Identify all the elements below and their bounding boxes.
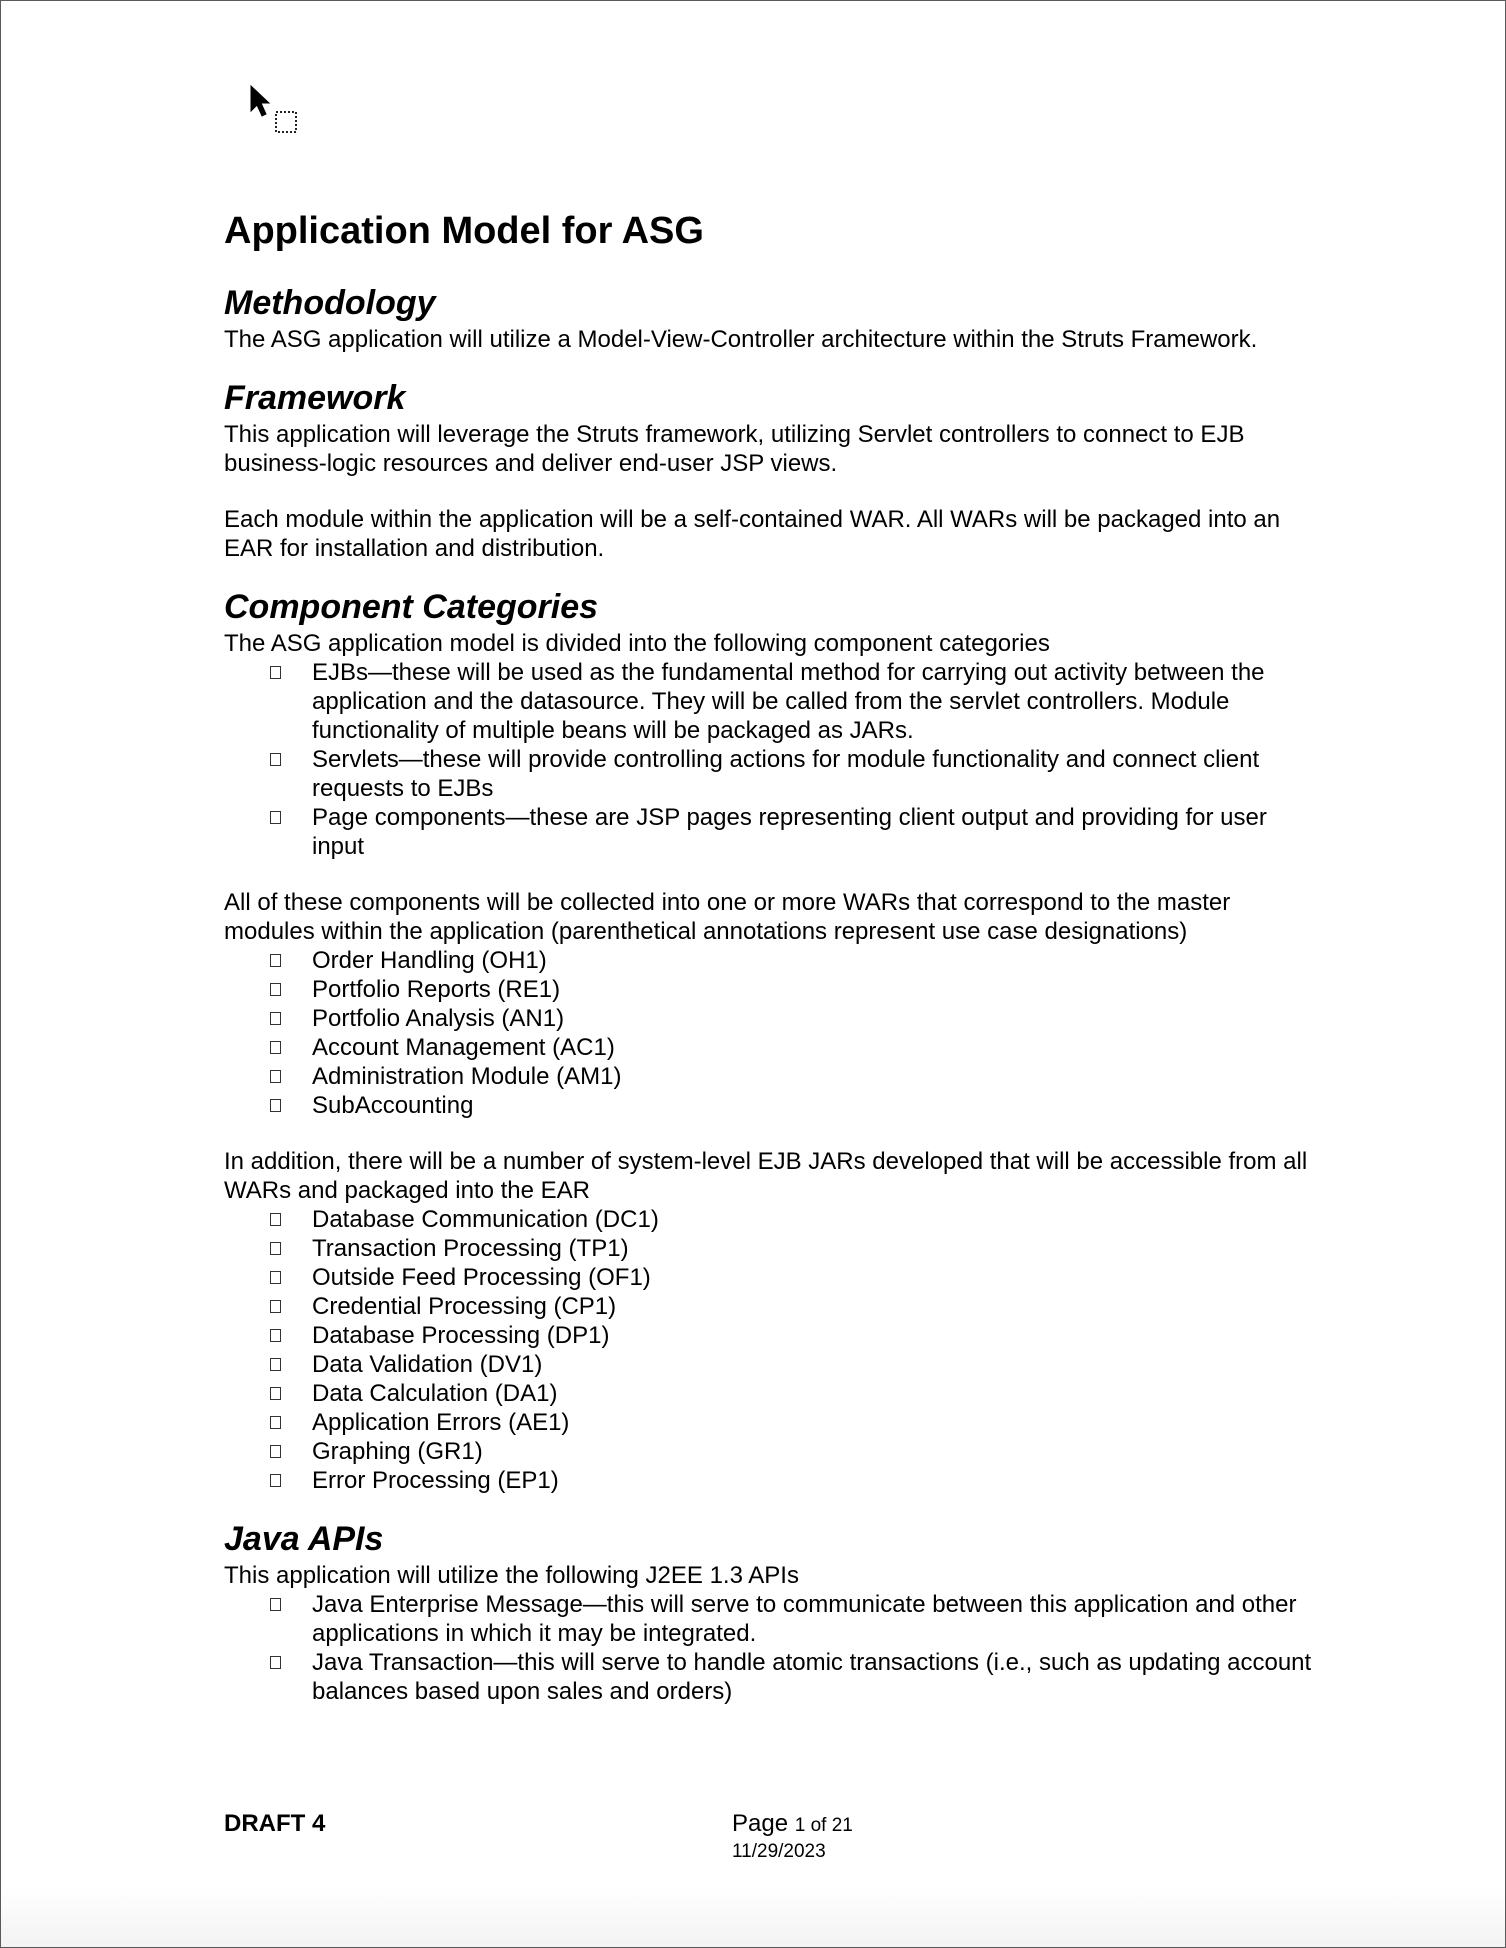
page-bottom-shade — [1, 1887, 1505, 1947]
list-item-text: Portfolio Analysis (AN1) — [312, 1005, 565, 1032]
list-item — [224, 745, 1314, 803]
section-framework — [224, 376, 1314, 563]
empty-square-bullet-icon — [270, 811, 281, 824]
empty-square-bullet-icon — [270, 1656, 281, 1669]
list-item — [224, 946, 1314, 975]
list-item — [224, 658, 1314, 745]
section-heading: Methodology — [224, 284, 436, 322]
list-item — [224, 1234, 1314, 1263]
arrow-cursor-with-drag-box-icon — [250, 85, 306, 141]
empty-square-bullet-icon — [270, 1271, 281, 1284]
list-item-text: Graphing (GR1) — [312, 1438, 483, 1465]
list-item-text: Servlets—these will provide controlling actions for module functionality and connect client requests to EJBs — [312, 746, 1260, 802]
module-list — [224, 946, 1314, 1120]
draft-label: DRAFT 4 — [224, 1810, 326, 1837]
empty-square-bullet-icon — [270, 1242, 281, 1255]
empty-square-bullet-icon — [270, 1213, 281, 1226]
list-item — [224, 1004, 1314, 1033]
empty-square-bullet-icon — [270, 1012, 281, 1025]
empty-square-bullet-icon — [270, 1387, 281, 1400]
list-item-text: Java Transaction—this will serve to handle atomic transactions (i.e., such as updating account balances based upon sales and orders) — [312, 1649, 1312, 1705]
document-content — [224, 205, 1314, 1706]
list-item-text: EJBs—these will be used as the fundamental method for carrying out activity between the application and the datasource. They will be called from the servlet controllers. Module functionality of multiple beans will be packaged as JARs. — [312, 659, 1265, 744]
list-item-text: Portfolio Reports (RE1) — [312, 976, 561, 1003]
list-item — [224, 1648, 1314, 1706]
system-jar-list — [224, 1205, 1314, 1495]
footer-date: 11/29/2023 — [732, 1841, 826, 1862]
page-label: Page — [732, 1810, 789, 1837]
empty-square-bullet-icon — [270, 1445, 281, 1458]
paragraph: In addition, there will be a number of system-level EJB JARs developed that will be accessible from all WARs and packaged into the EAR — [224, 1148, 1308, 1204]
list-item — [224, 1033, 1314, 1062]
page-number: 1 of 21 — [794, 1815, 853, 1836]
list-item-text: Java Enterprise Message—this will serve to communicate between this application and other applications in which it may be integrated. — [312, 1591, 1297, 1647]
api-list — [224, 1590, 1314, 1706]
list-item-text: Administration Module (AM1) — [312, 1063, 622, 1090]
paragraph: This application will utilize the following J2EE 1.3 APIs — [224, 1562, 799, 1589]
empty-square-bullet-icon — [270, 1416, 281, 1429]
section-heading: Component Categories — [224, 588, 599, 626]
list-item-text: Order Handling (OH1) — [312, 947, 547, 974]
list-item — [224, 1091, 1314, 1120]
list-item-text: SubAccounting — [312, 1092, 474, 1119]
section-component-categories — [224, 585, 1314, 1495]
empty-square-bullet-icon — [270, 1358, 281, 1371]
list-item — [224, 1205, 1314, 1234]
list-item — [224, 803, 1314, 861]
empty-square-bullet-icon — [270, 1598, 281, 1611]
list-item-text: Database Processing (DP1) — [312, 1322, 610, 1349]
document-title: Application Model for ASG — [224, 210, 704, 252]
list-item — [224, 1292, 1314, 1321]
section-heading: Java APIs — [224, 1520, 384, 1558]
list-item — [224, 1437, 1314, 1466]
empty-square-bullet-icon — [270, 1300, 281, 1313]
empty-square-bullet-icon — [270, 954, 281, 967]
list-item — [224, 1263, 1314, 1292]
empty-square-bullet-icon — [270, 1070, 281, 1083]
list-item — [224, 1062, 1314, 1091]
empty-square-bullet-icon — [270, 983, 281, 996]
list-item — [224, 1321, 1314, 1350]
paragraph: This application will leverage the Struts framework, utilizing Servlet controllers to connect to EJB business-logic resources and deliver end-user JSP views. — [224, 421, 1245, 477]
list-item-text: Account Management (AC1) — [312, 1034, 615, 1061]
list-item-text: Transaction Processing (TP1) — [312, 1235, 629, 1262]
paragraph: Each module within the application will be a self-contained WAR. All WARs will be packaged into an EAR for installation and distribution. — [224, 506, 1281, 562]
list-item-text: Data Validation (DV1) — [312, 1351, 543, 1378]
section-heading: Framework — [224, 379, 406, 417]
empty-square-bullet-icon — [270, 1099, 281, 1112]
section-methodology — [224, 281, 1314, 354]
list-item — [224, 1408, 1314, 1437]
list-item-text: Application Errors (AE1) — [312, 1409, 570, 1436]
empty-square-bullet-icon — [270, 666, 281, 679]
list-item — [224, 1350, 1314, 1379]
list-item-text: Data Calculation (DA1) — [312, 1380, 558, 1407]
list-item-text: Page components—these are JSP pages representing client output and providing for user input — [312, 804, 1267, 860]
list-item-text: Database Communication (DC1) — [312, 1206, 659, 1233]
empty-square-bullet-icon — [270, 753, 281, 766]
list-item-text: Outside Feed Processing (OF1) — [312, 1264, 651, 1291]
list-item — [224, 1466, 1314, 1495]
paragraph: The ASG application will utilize a Model-View-Controller architecture within the Struts Framework. — [224, 326, 1258, 353]
empty-square-bullet-icon — [270, 1474, 281, 1487]
section-java-apis — [224, 1517, 1314, 1706]
empty-square-bullet-icon — [270, 1041, 281, 1054]
component-list — [224, 658, 1314, 861]
list-item-text: Credential Processing (CP1) — [312, 1293, 617, 1320]
list-item — [224, 1379, 1314, 1408]
list-item-text: Error Processing (EP1) — [312, 1467, 559, 1494]
list-item — [224, 1590, 1314, 1648]
paragraph: The ASG application model is divided into the following component categories — [224, 630, 1050, 657]
page-footer — [732, 1809, 853, 1863]
empty-square-bullet-icon — [270, 1329, 281, 1342]
list-item — [224, 975, 1314, 1004]
paragraph: All of these components will be collected into one or more WARs that correspond to the master modules within the application (parenthetical annotations represent use case designations) — [224, 889, 1231, 945]
